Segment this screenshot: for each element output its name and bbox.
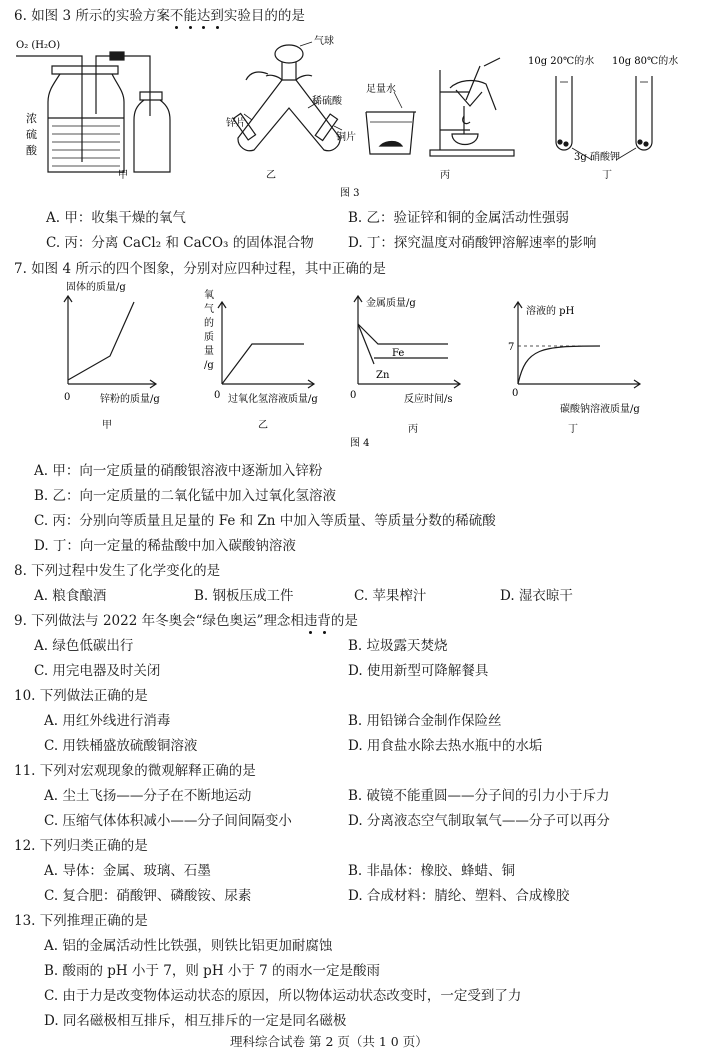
option-b: B. 酸雨的 pH 小于 7，则 pH 小于 7 的雨水一定是酸雨 [44, 963, 381, 979]
option-a: A. 铝的金属活动性比铁强，则铁比铝更加耐腐蚀 [44, 938, 333, 954]
origin-label: 0 [64, 392, 71, 403]
emphasis-char: 背 [317, 613, 331, 629]
axis-label: 溶液的 pH [526, 306, 575, 317]
series-label-fe: Fe [392, 348, 405, 359]
option-a: A. 用红外线进行消毒 [44, 713, 171, 729]
question-8-stem: 8. 下列过程中发生了化学变化的是 [14, 563, 221, 579]
question-12-stem: 12. 下列归类正确的是 [14, 838, 148, 854]
stem-text: 的是 [330, 613, 358, 629]
option-a: A. 导体：金属、玻璃、石墨 [44, 863, 211, 879]
axis-label: 氧 [204, 290, 214, 301]
series-label-zn: Zn [376, 370, 390, 381]
option-c: C. 苹果榨汁 [354, 588, 427, 604]
figure-label: 丙 [440, 170, 450, 181]
option-c: C. 丙：分离 CaCl₂ 和 CaCO₃ 的固体混合物 [46, 235, 314, 251]
question-13-stem: 13. 下列推理正确的是 [14, 913, 148, 929]
option-d: D. 合成材料：腈纶、塑料、合成橡胶 [348, 888, 570, 904]
figure-4 [0, 280, 701, 450]
origin-label: 0 [512, 388, 519, 399]
option-d: D. 同名磁极相互排斥，相互排斥的一定是同名磁极 [44, 1013, 347, 1029]
question-10-stem: 10. 下列做法正确的是 [14, 688, 148, 704]
ding-left-label: 10g 20℃的水 [528, 56, 595, 67]
graph-jia [64, 296, 156, 388]
figure-label: 乙 [266, 170, 276, 181]
question-6-stem [14, 4, 305, 24]
question-7-stem [14, 257, 386, 277]
figure-label: 丁 [568, 424, 578, 435]
option-b: B. 钢板压成工件 [194, 588, 294, 604]
option-c: C. 用完电器及时关闭 [34, 663, 161, 679]
axis-label: 金属质量/g [366, 298, 416, 309]
axis-label: 碳酸钠溶液质量/g [560, 404, 640, 415]
stem-text: 如图 3 所示的实验方案 [31, 8, 170, 24]
figure-caption: 图 3 [340, 188, 360, 199]
option-c: C. 丙：分别向等质量且足量的 Fe 和 Zn 中加入等质量、等质量分数的稀硫酸 [34, 513, 496, 529]
axis-label: 量 [204, 346, 214, 357]
option-b: B. 垃圾露天焚烧 [348, 638, 448, 654]
acid-label: 浓 [26, 112, 37, 125]
question-11-stem: 11. 下列对宏观现象的微观解释正确的是 [14, 763, 256, 779]
option-d: D. 分离液态空气制取氧气——分子可以再分 [348, 813, 610, 829]
option-b: B. 非晶体：橡胶、蜂蜡、铜 [348, 863, 516, 879]
copper-label: 铜片 [336, 132, 356, 143]
origin-label: 0 [350, 390, 357, 401]
option-d: D. 用食盐水除去热水瓶中的水垢 [348, 738, 543, 754]
stem-text: 实验目的的是 [223, 8, 305, 24]
option-c: C. 压缩气体体积减小——分子间间隔变小 [44, 813, 292, 829]
option-b: B. 乙：向一定质量的二氧化锰中加入过氧化氢溶液 [34, 488, 337, 504]
stem-text: 如图 4 所示的四个图象，分别对应四种过程，其中正确的是 [31, 261, 386, 277]
emphasis-char: 不 [170, 8, 184, 24]
axis-label: /g [204, 360, 214, 371]
emphasis-char: 达 [197, 8, 211, 24]
option-a: A. 甲：向一定质量的硝酸银溶液中逐渐加入锌粉 [34, 463, 323, 479]
acid-label: 硫 [26, 128, 37, 141]
option-a: A. 粮食酿酒 [34, 588, 107, 604]
apparatus-bing [366, 58, 514, 156]
zinc-label: 锌片 [226, 118, 246, 129]
origin-label: 0 [214, 390, 221, 401]
figure-label: 丁 [602, 170, 612, 181]
figure-label: 甲 [102, 420, 112, 431]
acid-label: 酸 [26, 144, 37, 157]
axis-label: 固体的质量/g [66, 282, 126, 293]
axis-label: 反应时间/s [404, 394, 453, 405]
tick-label: 7 [508, 342, 515, 353]
gas-label: O₂ (H₂O) [16, 40, 61, 51]
option-b: B. 用铅锑合金制作保险丝 [348, 713, 502, 729]
option-a: A. 甲：收集干燥的氧气 [46, 210, 186, 226]
question-9-stem [14, 609, 358, 629]
option-a: A. 绿色低碳出行 [34, 638, 134, 654]
axis-label: 质 [204, 332, 214, 343]
question-number: 7. [14, 261, 27, 277]
axis-label: 的 [204, 318, 214, 329]
ding-right-label: 10g 80℃的水 [612, 56, 679, 67]
axis-label: 锌粉的质量/g [100, 394, 160, 405]
emphasis-char: 违 [304, 613, 318, 629]
option-c: C. 用铁桶盛放硫酸铜溶液 [44, 738, 198, 754]
option-b: B. 破镜不能重圆——分子间的引力小于斥力 [348, 788, 610, 804]
axis-label: 过氧化氢溶液质量/g [228, 394, 318, 405]
balloon-label: 气球 [314, 36, 334, 47]
option-b: B. 乙：验证锌和铜的金属活动性强弱 [348, 210, 570, 226]
apparatus-ding [556, 76, 652, 160]
emphasis-char: 能 [183, 8, 197, 24]
figure-caption: 图 4 [350, 438, 370, 449]
figure-label: 乙 [258, 420, 268, 431]
figure-label: 丙 [408, 424, 418, 435]
option-c: C. 由于力是改变物体运动状态的原因，所以物体运动状态改变时，一定受到了力 [44, 988, 522, 1004]
option-d: D. 丁：向一定量的稀盐酸中加入碳酸钠溶液 [34, 538, 296, 554]
option-c: C. 复合肥：硝酸钾、磷酸铵、尿素 [44, 888, 252, 904]
figure-label: 甲 [118, 170, 128, 181]
emphasis-char: 到 [210, 8, 224, 24]
option-a: A. 尘土飞扬——分子在不断地运动 [44, 788, 252, 804]
option-d: D. 丁：探究温度对硝酸钾溶解速率的影响 [348, 235, 597, 251]
graph-bing [354, 296, 460, 388]
question-number: 6. [14, 8, 27, 24]
option-d: D. 湿衣晾干 [500, 588, 573, 604]
water-label: 足量水 [366, 84, 396, 95]
figure-3 [0, 30, 701, 210]
option-d: D. 使用新型可降解餐具 [348, 663, 489, 679]
axis-label: 气 [204, 304, 214, 315]
ding-bottom-label: 3g 硝酸钾 [574, 152, 620, 163]
page-footer: 理科综合试卷 第 2 页（共 1 0 页） [230, 1034, 428, 1049]
acid-label: 稀硫酸 [312, 96, 342, 107]
stem-text: 9. 下列做法与 2022 年冬奥会“绿色奥运”理念相 [14, 613, 304, 629]
graph-yi [218, 302, 314, 388]
apparatus-jia [16, 52, 170, 172]
